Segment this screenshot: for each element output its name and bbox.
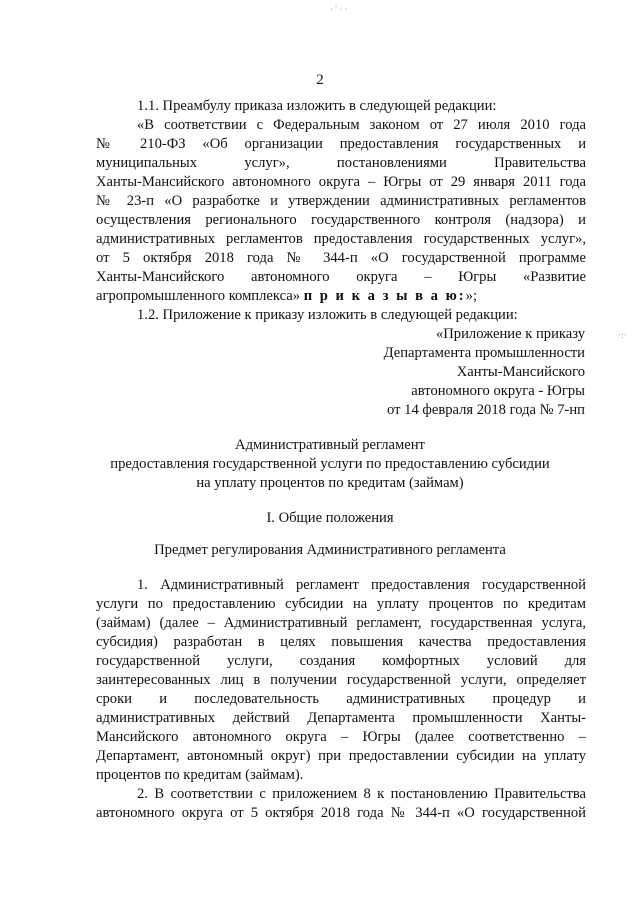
order-word: п р и к а з ы в а ю: [303,288,466,304]
page-number: 2 [316,72,324,88]
body-line: автономного округа от 5 октября 2018 года № 344-п «О государственной [96,805,586,821]
scan-artifact: · ' · · [330,4,348,14]
preamble-line: № 210-ФЗ «Об организации предоставления государственных и [96,136,586,152]
preamble-line: осуществления регионального государственного контроля (надзора) и [96,212,586,228]
document-title: Административный регламент [235,437,425,453]
appendix-line: Ханты-Мансийского [456,364,585,380]
preamble-line: муниципальных услуг», постановлениями Правительства [96,155,586,171]
body-line: услуги по предоставлению субсидии на уплату процентов по кредитам [96,596,586,612]
scan-artifact: ·:· [618,330,627,340]
preamble-line: «В соответствии с Федеральным законом от 27 июля 2010 года [137,117,586,133]
body-line: (займам) (далее – Административный регламент, государственная услуга, [96,615,586,631]
appendix-line: Департамента промышленности [383,345,585,361]
document-title: на уплату процентов по кредитам (займам) [196,475,464,491]
appendix-line: от 14 февраля 2018 года № 7-нп [387,402,585,418]
body-line: государственной услуги, создания комфортных условий для [96,653,586,669]
preamble-line: Ханты-Мансийского автономного округа – Югры от 29 января 2011 года [96,174,586,190]
body-line: сроки и последовательность административных процедур и [96,691,586,707]
section-heading: I. Общие положения [266,510,394,526]
body-line: заинтересованных лиц в получении государственной услуги, определяет [96,672,586,688]
amend-item-1-2: 1.2. Приложение к приказу изложить в следующей редакции: [137,307,518,323]
body-line: 2. В соответствии с приложением 8 к постановлению Правительства [137,786,586,802]
preamble-line: административных регламентов предоставления государственных услуг», [96,231,586,247]
preamble-line: Ханты-Мансийского автономного округа – Югры «Развитие [96,269,586,285]
body-line: административных действий Департамента промышленности Ханты- [96,710,586,726]
preamble-line: № 23-п «О разработке и утверждении административных регламентов [96,193,586,209]
amend-item-1-1: 1.1. Преамбулу приказа изложить в следующей редакции: [137,98,497,114]
preamble-line-last [96,287,586,306]
subsection-heading: Предмет регулирования Административного регламента [154,542,506,558]
preamble-text: агропромышленного комплекса» [96,288,301,304]
body-line: Департамент, автономный округ) при предоставлении субсидии на уплату [96,748,586,764]
body-line: процентов по кредитам (займам). [96,767,304,783]
body-line: 1. Административный регламент предоставления государственной [137,577,586,593]
preamble-close: »; [465,288,477,304]
preamble-line: от 5 октября 2018 года № 344-п «О государственной программе [96,250,586,266]
document-title: предоставления государственной услуги по предоставлению субсидии [110,456,550,472]
appendix-line: «Приложение к приказу [435,326,585,342]
appendix-line: автономного округа - Югры [411,383,585,399]
body-line: Мансийского автономного округа – Югры (далее соответственно – [96,729,586,745]
body-line: субсидия) разработан в целях повышения качества предоставления [96,634,586,650]
